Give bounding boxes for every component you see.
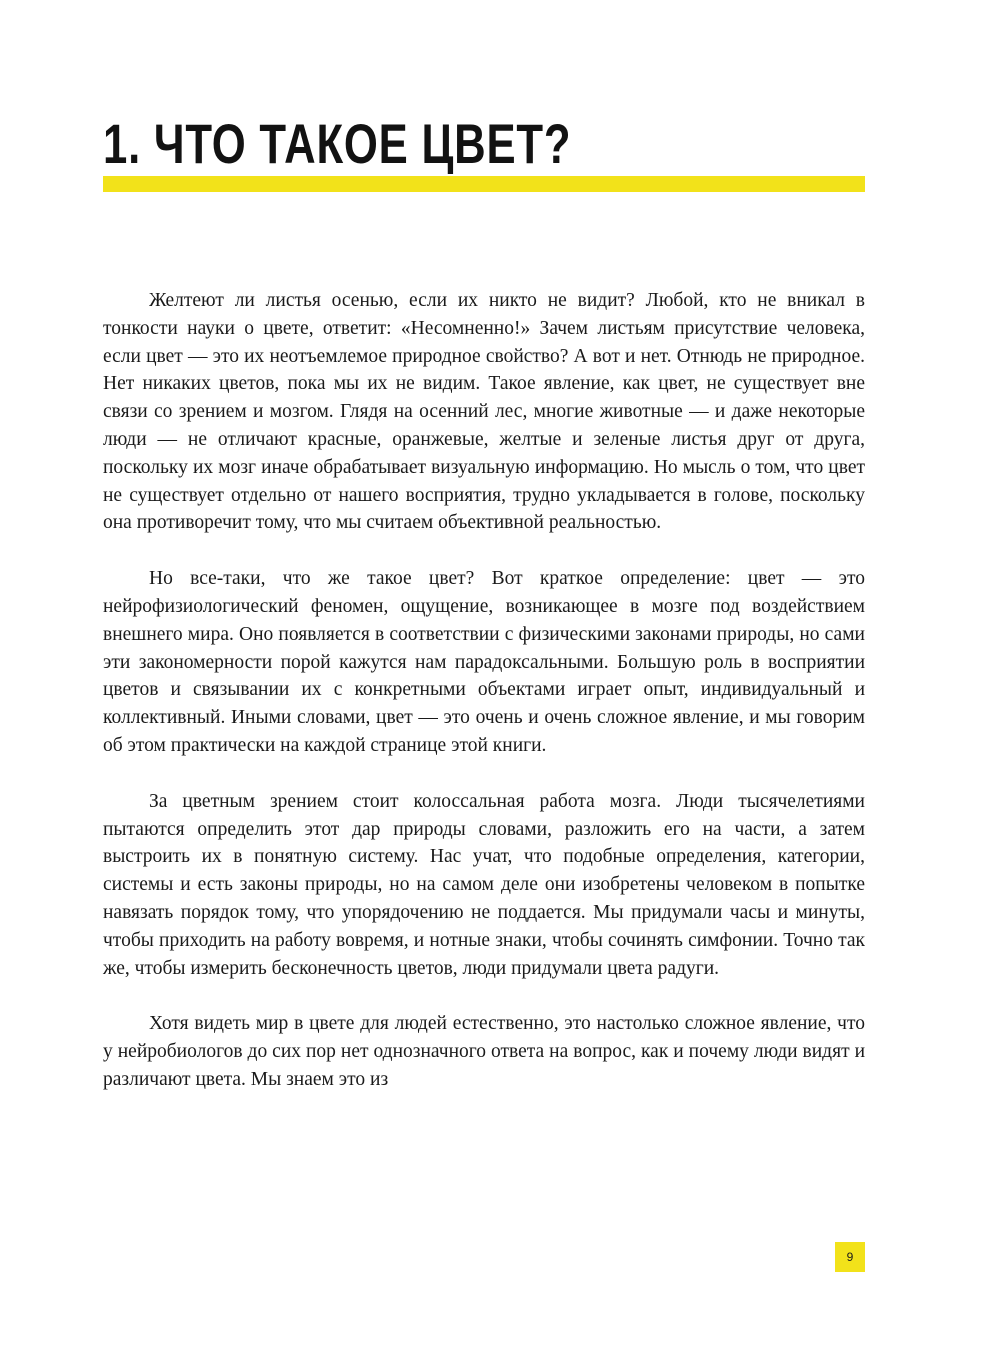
paragraph: Желтеют ли листья осенью, если их никто не видит? Любой, кто не вникал в тонкости науки о цвете, ответит: «Несомненно!» Зачем листьям присутствие человека, если цвет — это их неотъемлемое природное свойство? А вот и нет. Отнюдь не природное. Нет никаких цветов, пока мы их не видим. Такое явление, как цвет, не существует вне связи со зрением и мозгом. Глядя на осенний лес, многие животные — и даже некоторые люди — не отличают красные, оранжевые, желтые и зеленые листья друг от друга, поскольку их мозг иначе обрабатывает визуальную информацию. Но мысль о том, что цвет не существует отдельно от нашего восприятия, трудно укладывается в голове, поскольку она противоречит тому, что мы считаем объективной реальностью.	[103, 290, 865, 534]
page-number: 9	[835, 1242, 865, 1272]
paragraph: Но все-таки, что же такое цвет? Вот краткое определение: цвет — это нейрофизиологический феномен, ощущение, возникающее в мозге под воздействием внешнего мира. Оно появляется в соответствии с физическими законами природы, но сами эти закономерности порой кажутся нам парадоксальными. Большую роль в восприятии цветов и связывании их с конкретными объектами играет опыт, индивидуальный и коллективный. Иными словами, цвет — это очень и очень сложное явление, и мы говорим об этом практически на каждой странице этой книги.	[103, 568, 865, 756]
body-text	[103, 287, 865, 1122]
chapter-title: 1. ЧТО ТАКОЕ ЦВЕТ?	[103, 112, 572, 175]
paragraph: Хотя видеть мир в цвете для людей естественно, это настолько сложное явление, что у нейробиологов до сих пор нет однозначного ответа на вопрос, как и почему люди видят и различают цвета. Мы знаем это из	[103, 1013, 865, 1090]
paragraph: За цветным зрением стоит колоссальная работа мозга. Люди тысячелетиями пытаются определить этот дар природы словами, разложить его на части, а затем выстроить их в понятную систему. Нас учат, что подобные определения, категории, системы и есть законы природы, но на самом деле они изобретены человеком в попытке навязать порядок тому, что упорядочению не поддается. Мы придумали часы и минуты, чтобы приходить на работу вовремя, и нотные знаки, чтобы сочинять симфонии. Точно так же, чтобы измерить бесконечность цветов, люди придумали цвета радуги.	[103, 790, 865, 979]
title-underline-bar	[103, 176, 865, 192]
